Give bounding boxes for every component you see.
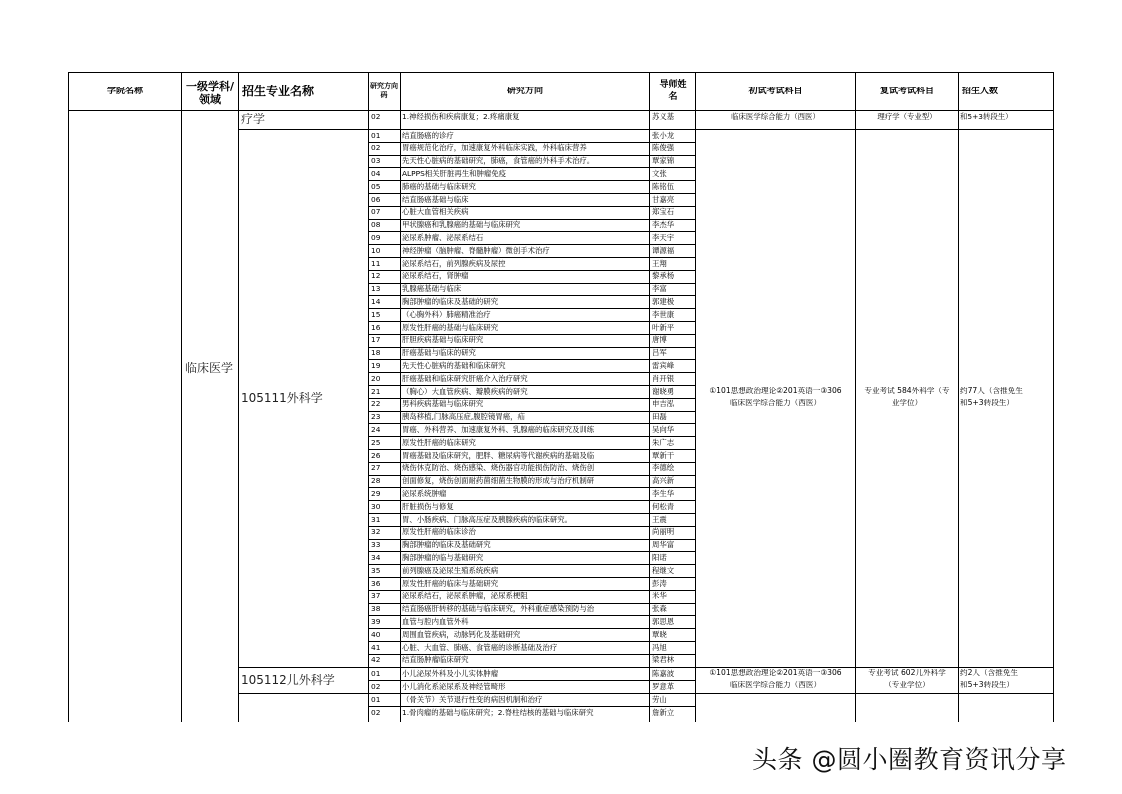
row-direction-code: 12: [371, 271, 381, 281]
row-advisor-name: 李富: [652, 284, 667, 294]
row-advisor-name: 覃新干: [652, 450, 675, 460]
header-direction: 研究方向: [506, 87, 543, 96]
surgery-quota-line2: 和5+3转段生）: [960, 399, 1014, 407]
col-divider-6: [695, 72, 696, 722]
row-research-direction: 小儿消化系泌尿系及神经管畸形: [402, 681, 506, 691]
surgery-retest-line1: 专业考试 584外科学（专: [864, 387, 950, 395]
row-advisor-name: 文张: [652, 168, 667, 178]
row-advisor-name: 李杰华: [652, 220, 675, 230]
row-advisor-name: 雷宾峰: [652, 360, 675, 370]
row-direction-code: 18: [371, 348, 381, 358]
row-research-direction: 神经肿瘤（脑肿瘤、脊髓肿瘤）微创手术治疗: [402, 245, 550, 255]
row-direction-code: 09: [371, 232, 381, 242]
row-research-direction: 泌尿系统肿瘤: [402, 488, 447, 498]
row-direction-code: 15: [371, 309, 381, 319]
header-advisor: 导师姓名: [659, 80, 687, 102]
row-direction-code: 35: [371, 565, 381, 575]
row-advisor-name: 詹新立: [652, 707, 675, 717]
row-direction-code: 38: [371, 604, 381, 614]
row-research-direction: ALPPS相关肝脏再生和肿瘤免疫: [402, 168, 507, 178]
row-research-direction: 泌尿系结石，肾肿瘤: [402, 271, 469, 281]
surgery-quota-line1: 约77人（含推免生: [960, 387, 1023, 395]
row-research-direction: 原发性肝癌的临床与基础研究: [402, 578, 499, 588]
row-direction-code: 31: [371, 514, 381, 524]
row-research-direction: 胸部肿瘤的临与基础研究: [402, 552, 484, 562]
row-direction-code: 10: [371, 245, 381, 255]
row-research-direction: （胸心）大血管疾病、瓣膜疾病的研究: [402, 386, 528, 396]
row-direction-code: 25: [371, 437, 381, 447]
row-research-direction: 创面修复，烧伤创面耐药菌细菌生物膜的形成与治疗机制研: [402, 476, 595, 486]
col-divider-2: [238, 72, 239, 722]
row-advisor-name: 李生华: [652, 488, 675, 498]
row-advisor-name: 阳诺: [652, 552, 667, 562]
header-retest: 复试考试科目: [879, 87, 934, 96]
row-direction-code: 22: [371, 399, 381, 409]
row-advisor-name: 李世康: [652, 309, 675, 319]
row-advisor-name: 梁君林: [652, 655, 675, 665]
row-direction-code: 17: [371, 335, 381, 345]
row-direction-code: 36: [371, 578, 381, 588]
row-direction-code: 30: [371, 501, 381, 511]
rehab-quota: 和5+3转段生）: [960, 112, 1013, 121]
row-research-direction: 乳腺癌基础与临床: [402, 284, 462, 294]
row-advisor-name: 李天宇: [652, 232, 675, 242]
watermark-text: 头条 @圆小圈教育资讯分享: [752, 745, 1067, 774]
row-direction-code: 01: [371, 130, 381, 140]
row-advisor-name: 谭源福: [652, 245, 675, 255]
row-advisor-name: 陈俊强: [652, 143, 675, 153]
row-direction-code: 40: [371, 629, 381, 639]
row-advisor-name: 王震: [652, 514, 667, 524]
row-direction-code: 01: [371, 669, 381, 678]
surgery-first-exam-line2: 临床医学综合能力（西医）: [729, 399, 822, 407]
row-advisor-name: 申吉泓: [652, 399, 675, 409]
surgery-retest-line2: 业学位）: [891, 399, 923, 407]
row-research-direction: 心脏大血管相关疾病: [402, 207, 469, 217]
row-advisor-name: 朱广志: [652, 437, 675, 447]
row-direction-code: 32: [371, 527, 381, 537]
row-research-direction: 周围血管疾病，动脉钙化及基础研究: [402, 629, 521, 639]
row-direction-code: 26: [371, 450, 381, 460]
row-advisor-name: 何松青: [652, 501, 675, 511]
major-surgery: 105111外科学: [241, 392, 323, 404]
row-advisor-name: 王翔: [652, 258, 667, 268]
row-research-direction: 心脏、大血管、肺癌、食管癌的诊断基础及治疗: [402, 642, 558, 652]
row-direction-code: 20: [371, 373, 381, 383]
rehab-retest: 理疗学（专业型）: [877, 112, 937, 121]
rehab-direction: 1.神经损伤和疾病康复；2.疼痛康复: [402, 112, 520, 121]
rehab-first-exam: 临床医学综合能力（西医）: [731, 112, 820, 121]
row-research-direction: 结直肠癌肝转移的基础与临床研究，外科重症感染预防与治: [402, 604, 595, 614]
row-research-direction: 结直肠癌基础与临床: [402, 194, 469, 204]
row-advisor-name: 郑宝石: [652, 207, 675, 217]
major-pediatric: 105112儿外科学: [241, 674, 335, 686]
row-advisor-name: 甘嘉亮: [652, 194, 675, 204]
row-advisor-name: 吕军: [652, 348, 667, 358]
row-direction-code: 03: [371, 156, 381, 166]
row-advisor-name: 米华: [652, 591, 667, 601]
row-research-direction: 泌尿系肿瘤、泌尿系结石: [402, 232, 484, 242]
header-college: 学院名称: [106, 87, 143, 96]
row-direction-code: 11: [371, 258, 381, 268]
row-advisor-name: 陈铭伍: [652, 181, 675, 191]
row-advisor-name: 张小龙: [652, 130, 675, 140]
row-direction-code: 42: [371, 655, 381, 665]
row-advisor-name: 唐博: [652, 335, 667, 345]
pediatric-quota-line2: 和5+3转段生）: [960, 681, 1014, 689]
row-advisor-name: 肖开银: [652, 373, 675, 383]
discipline-label: 临床医学: [185, 362, 234, 374]
row-research-direction: （骨关节）关节退行性变的病因机制和治疗: [402, 695, 543, 704]
row-advisor-name: 叶新平: [652, 322, 675, 332]
row-advisor-name: 彭涛: [652, 578, 667, 588]
row-advisor-name: 尚丽明: [652, 527, 675, 537]
pediatric-first-exam-line1: ①101思想政治理论②201英语一③306: [709, 669, 842, 677]
row-research-direction: 胰岛移植,门脉高压症,腹腔镜胃癌，疝: [402, 412, 525, 422]
row-direction-code: 37: [371, 591, 381, 601]
row-advisor-name: 高兴新: [652, 476, 675, 486]
row-research-direction: 泌尿系结石，前列腺疾病及尿控: [402, 258, 506, 268]
row-direction-code: 33: [371, 540, 381, 550]
row-advisor-name: 周华富: [652, 540, 675, 550]
row-direction-code: 04: [371, 168, 381, 178]
row-advisor-name: 劳山: [652, 695, 667, 704]
row-direction-code: 02: [371, 707, 381, 717]
row-advisor-name: 覃家锦: [652, 156, 675, 166]
row-advisor-name: 陈嘉波: [652, 669, 675, 678]
row-research-direction: 结直肠肿瘤临床研究: [402, 655, 469, 665]
col-divider-1: [181, 72, 182, 722]
header-quota: 招生人数: [962, 87, 999, 96]
major-rehab-tail: 疗学: [241, 113, 266, 125]
pediatric-retest-line2: （专业学位）: [884, 681, 930, 689]
row-research-direction: 男科疾病基础与临床研究: [402, 399, 484, 409]
row-advisor-name: 田磊: [652, 412, 667, 422]
row-research-direction: 烧伤休克防治、烧伤感染、烧伤器官功能损伤防治、烧伤创: [402, 463, 595, 473]
row-research-direction: 1.骨肉瘤的基础与临床研究；2.脊柱结核的基础与临床研究: [402, 707, 594, 717]
row-advisor-name: 吴向华: [652, 424, 675, 434]
header-dir-no: 研究方向码: [370, 82, 398, 99]
row-research-direction: 肝癌基础和临床研究肝癌介入治疗研究: [402, 373, 528, 383]
row-direction-code: 14: [371, 296, 381, 306]
row-advisor-name: 程继文: [652, 565, 675, 575]
row-direction-code: 28: [371, 476, 381, 486]
row-direction-code: 34: [371, 552, 381, 562]
row-research-direction: 胃癌规范化治疗，加速康复外科临床实践，外科临床营养: [402, 143, 587, 153]
row-direction-code: 29: [371, 488, 381, 498]
row-direction-code: 08: [371, 220, 381, 230]
row-advisor-name: 郭建极: [652, 296, 675, 306]
rehab-advisor: 苏义基: [652, 112, 675, 121]
row-research-direction: 胸部肿瘤的临床及基础的研究: [402, 296, 499, 306]
row-direction-code: 16: [371, 322, 381, 332]
row-advisor-name: 李德绘: [652, 463, 675, 473]
row-direction-code: 07: [371, 207, 381, 217]
col-divider-8: [958, 72, 959, 722]
row-direction-code: 23: [371, 412, 381, 422]
row-research-direction: 肝胆疾病基础与临床研究: [402, 335, 484, 345]
row-advisor-name: 罗意革: [652, 681, 675, 691]
row-direction-code: 19: [371, 360, 381, 370]
row-advisor-name: 张森: [652, 604, 667, 614]
header-discipline: 一级学科/领域: [185, 80, 235, 106]
row-research-direction: 前列腺癌及泌尿生殖系统疾病: [402, 565, 499, 575]
row-direction-code: 21: [371, 386, 381, 396]
row-research-direction: 原发性肝癌的临床研究: [402, 437, 476, 447]
pediatric-first-exam-line2: 临床医学综合能力（西医）: [729, 681, 822, 689]
row-research-direction: 胸部肿瘤的临床及基础研究: [402, 540, 491, 550]
row-research-direction: 结直肠癌的诊疗: [402, 130, 454, 140]
row-research-direction: 肝癌基础与临床的研究: [402, 348, 476, 358]
row-direction-code: 01: [371, 695, 381, 704]
row-research-direction: 肝脏损伤与修复: [402, 501, 454, 511]
row-research-direction: （心胸外科）肺癌精准治疗: [402, 309, 491, 319]
row-research-direction: 泌尿系结石，泌尿系肿瘤，泌尿系梗阻: [402, 591, 528, 601]
row-advisor-name: 谢晓勇: [652, 386, 675, 396]
row-direction-code: 02: [371, 681, 381, 691]
row-research-direction: 肺癌的基础与临床研究: [402, 181, 476, 191]
row-advisor-name: 冯旭: [652, 642, 667, 652]
row-research-direction: 血管与腔内血管外科: [402, 616, 469, 626]
row-research-direction: 胃癌基础及临床研究，肥胖、糖尿病等代谢疾病的基础及临: [402, 450, 595, 460]
row-direction-code: 24: [371, 424, 381, 434]
row-research-direction: 先天性心脏病的基础研究，肺癌，食管癌的外科手术治疗。: [402, 156, 595, 166]
row-direction-code: 02: [371, 143, 381, 153]
pediatric-quota-line1: 约2人（含推免生: [960, 669, 1018, 677]
header-major: 招生专业名称: [242, 85, 315, 97]
row-advisor-name: 黎承杨: [652, 271, 675, 281]
pediatric-retest-line1: 专业考试 602儿外科学: [868, 669, 946, 677]
row-research-direction: 胃癌、外科营养、加速康复外科、乳腺癌的临床研究及训练: [402, 424, 595, 434]
row-research-direction: 甲状腺癌和乳腺癌的基础与临床研究: [402, 220, 521, 230]
row-direction-code: 06: [371, 194, 381, 204]
rehab-no: 02: [371, 112, 381, 121]
col-divider-7: [855, 72, 856, 722]
row-direction-code: 27: [371, 463, 381, 473]
row-research-direction: 先天性心脏病的基础和临床研究: [402, 360, 506, 370]
surgery-first-exam-line1: ①101思想政治理论②201英语一③306: [709, 387, 842, 395]
header-first-exam: 初试考试科目: [748, 87, 803, 96]
row-direction-code: 05: [371, 181, 381, 191]
row-advisor-name: 覃晓: [652, 629, 667, 639]
row-research-direction: 胃、小肠疾病、门脉高压症及胰腺疾病的临床研究。: [402, 514, 572, 524]
row-research-direction: 原发性肝癌的临床诊治: [402, 527, 476, 537]
row-research-direction: 小儿泌尿外科及小儿实体肿瘤: [402, 669, 499, 678]
row-direction-code: 39: [371, 616, 381, 626]
row-research-direction: 原发性肝癌的基础与临床研究: [402, 322, 499, 332]
row-advisor-name: 郭思恩: [652, 616, 675, 626]
row-direction-code: 13: [371, 284, 381, 294]
row-direction-code: 41: [371, 642, 381, 652]
